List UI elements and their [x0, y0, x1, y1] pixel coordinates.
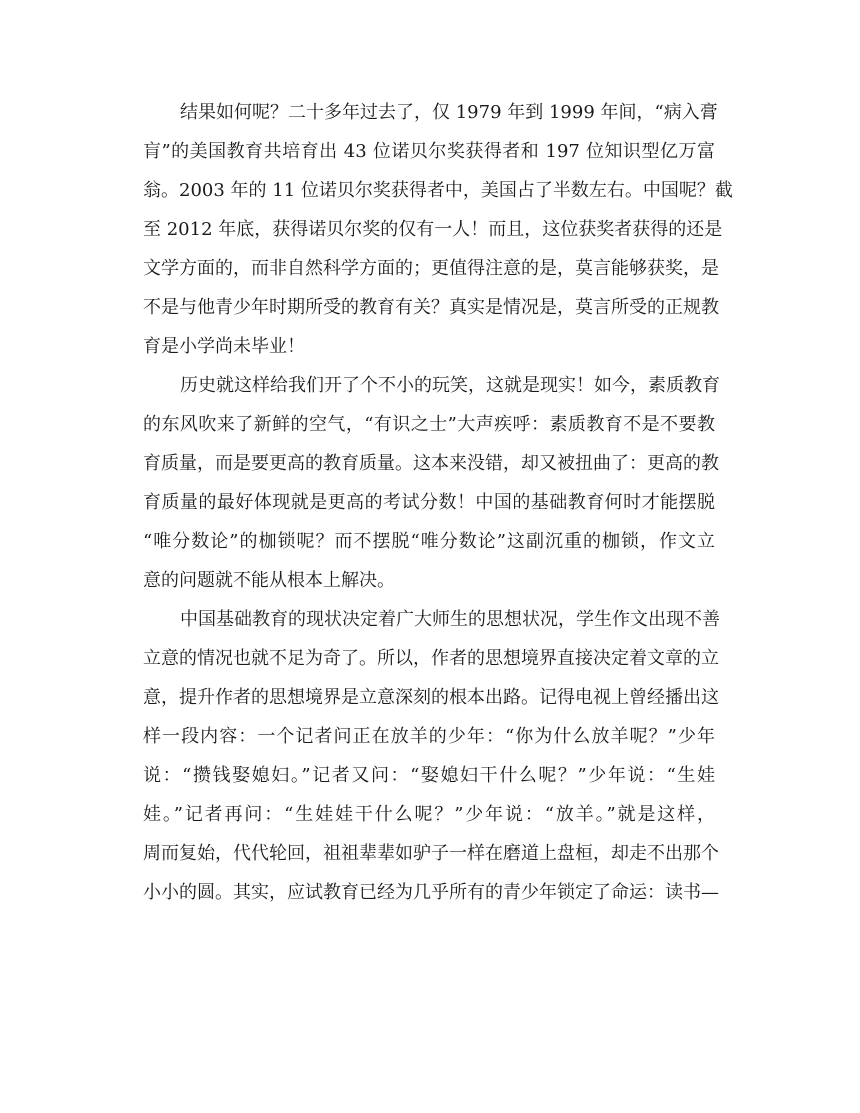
paragraph-2: [143, 366, 720, 600]
text-line: 育是小学尚未毕业！: [143, 336, 305, 357]
text-line: 历史就这样给我们开了个不小的玩笑，这就是现实！如今，素质教育: [180, 375, 720, 396]
text-line: 翁。2003 年的 11 位诺贝尔奖获得者中，美国占了半数左右。中国呢？截: [143, 180, 733, 201]
paragraph-1: [143, 93, 733, 366]
text-line: 文学方面的，而非自然科学方面的；更值得注意的是，莫言能够获奖，是: [143, 258, 719, 279]
text-line: 不是与他青少年时期所受的教育有关？真实是情况是，莫言所受的正规教: [143, 297, 719, 318]
paragraph-3: [143, 600, 720, 912]
text-line: 结果如何呢？二十多年过去了，仅 1979 年到 1999 年间，“病入膏: [180, 102, 718, 123]
text-line: 肓”的美国教育共培育出 43 位诺贝尔奖获得者和 197 位知识型亿万富: [143, 141, 715, 162]
text-line: 的东风吹来了新鲜的空气，“有识之士”大声疾呼：素质教育不是不要教: [143, 414, 715, 435]
text-line: “唯分数论”的枷锁呢？而不摆脱“唯分数论”这副沉重的枷锁，作文立: [143, 531, 715, 552]
text-line: 样一段内容：一个记者问正在放羊的少年：“你为什么放羊呢？”少年: [143, 726, 715, 747]
text-line: 周而复始，代代轮回，祖祖辈辈如驴子一样在磨道上盘桓，却走不出那个: [143, 843, 719, 864]
text-line: 至 2012 年底，获得诺贝尔奖的仅有一人！而且，这位获奖者获得的还是: [143, 219, 723, 240]
document-body: [143, 93, 733, 912]
text-line: 小小的圆。其实，应试教育已经为几乎所有的青少年锁定了命运：读书—: [143, 882, 719, 903]
text-line: 意，提升作者的思想境界是立意深刻的根本出路。记得电视上曾经播出这: [143, 687, 719, 708]
text-line: 娃。”记者再问：“生娃娃干什么呢？”少年说：“放羊。”就是这样，: [143, 804, 715, 825]
text-line: 育质量的最好体现就是更高的考试分数！中国的基础教育何时才能摆脱: [143, 492, 715, 513]
text-line: 意的问题就不能从根本上解决。: [143, 570, 395, 591]
text-line: 中国基础教育的现状决定着广大师生的思想状况，学生作文出现不善: [180, 609, 720, 630]
text-line: 育质量，而是要更高的教育质量。这本来没错，却又被扭曲了：更高的教: [143, 453, 719, 474]
text-line: 说：“攒钱娶媳妇。”记者又问：“娶媳妇干什么呢？”少年说：“生娃: [143, 765, 715, 786]
text-line: 立意的情况也就不足为奇了。所以，作者的思想境界直接决定着文章的立: [143, 648, 719, 669]
